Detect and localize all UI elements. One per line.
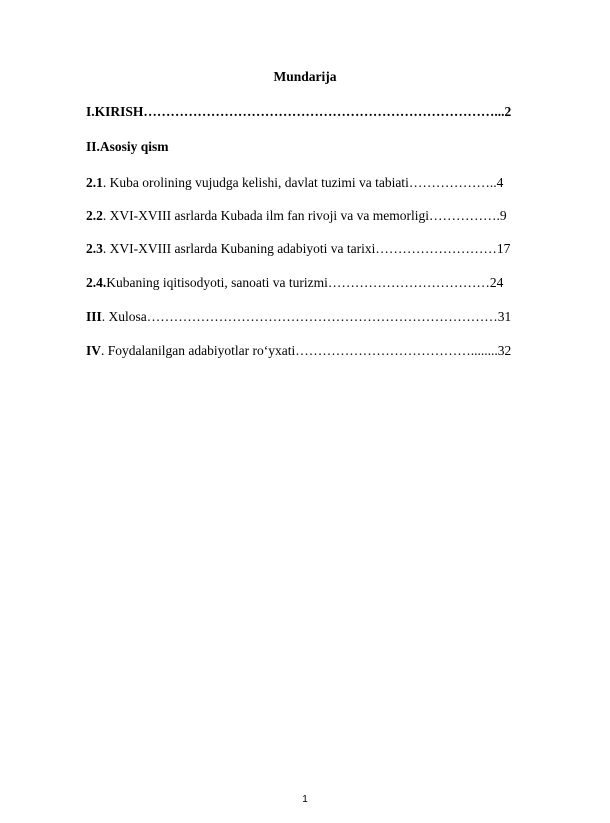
toc-entry-kirish bbox=[86, 104, 511, 120]
toc-entry-text: . Xulosa……………………………………………………………………31 bbox=[101, 309, 512, 324]
toc-entry-text: . XVI-XVIII asrlarda Kubada ilm fan rivoji va va memorligi…………….9 bbox=[102, 208, 507, 223]
toc-entry-number: 2.2 bbox=[86, 208, 103, 223]
toc-entry-number: III bbox=[86, 309, 102, 324]
toc-entry-number: 2.1 bbox=[86, 175, 103, 190]
toc-entry-text: . Foydalanilgan adabiyotlar ro‘yxati…………………………………........32 bbox=[101, 343, 512, 358]
toc-entry-text: Kubaning iqitisodyoti, sanoati va turizmi………………………………24 bbox=[106, 275, 504, 290]
toc-entry-2-4 bbox=[86, 275, 503, 291]
toc-entry-text: . XVI-XVIII asrlarda Kubaning adabiyoti va tarixi………………………17 bbox=[102, 241, 511, 256]
page-title: Mundarija bbox=[273, 69, 337, 84]
toc-entry-2-2 bbox=[86, 208, 507, 224]
toc-entry-xulosa bbox=[86, 309, 511, 325]
toc-entry-number: 2.3 bbox=[86, 241, 103, 256]
page-number: 1 bbox=[302, 794, 308, 805]
toc-entry-adabiyotlar bbox=[86, 343, 511, 359]
toc-entry-2-3 bbox=[86, 241, 510, 257]
toc-entry-text: . Kuba orolining vujudga kelishi, davlat tuzimi va tabiati………………..4 bbox=[102, 175, 504, 190]
toc-entry-asosiy-qism bbox=[86, 139, 169, 155]
toc-entry-number: IV bbox=[86, 343, 102, 358]
toc-entry-text: I.KIRISH……………………………………………………………………...2 bbox=[86, 104, 512, 119]
toc-entry-2-1 bbox=[86, 175, 503, 191]
toc-entry-text: II.Asosiy qism bbox=[86, 139, 169, 154]
toc-entry-number: 2.4. bbox=[86, 275, 107, 290]
